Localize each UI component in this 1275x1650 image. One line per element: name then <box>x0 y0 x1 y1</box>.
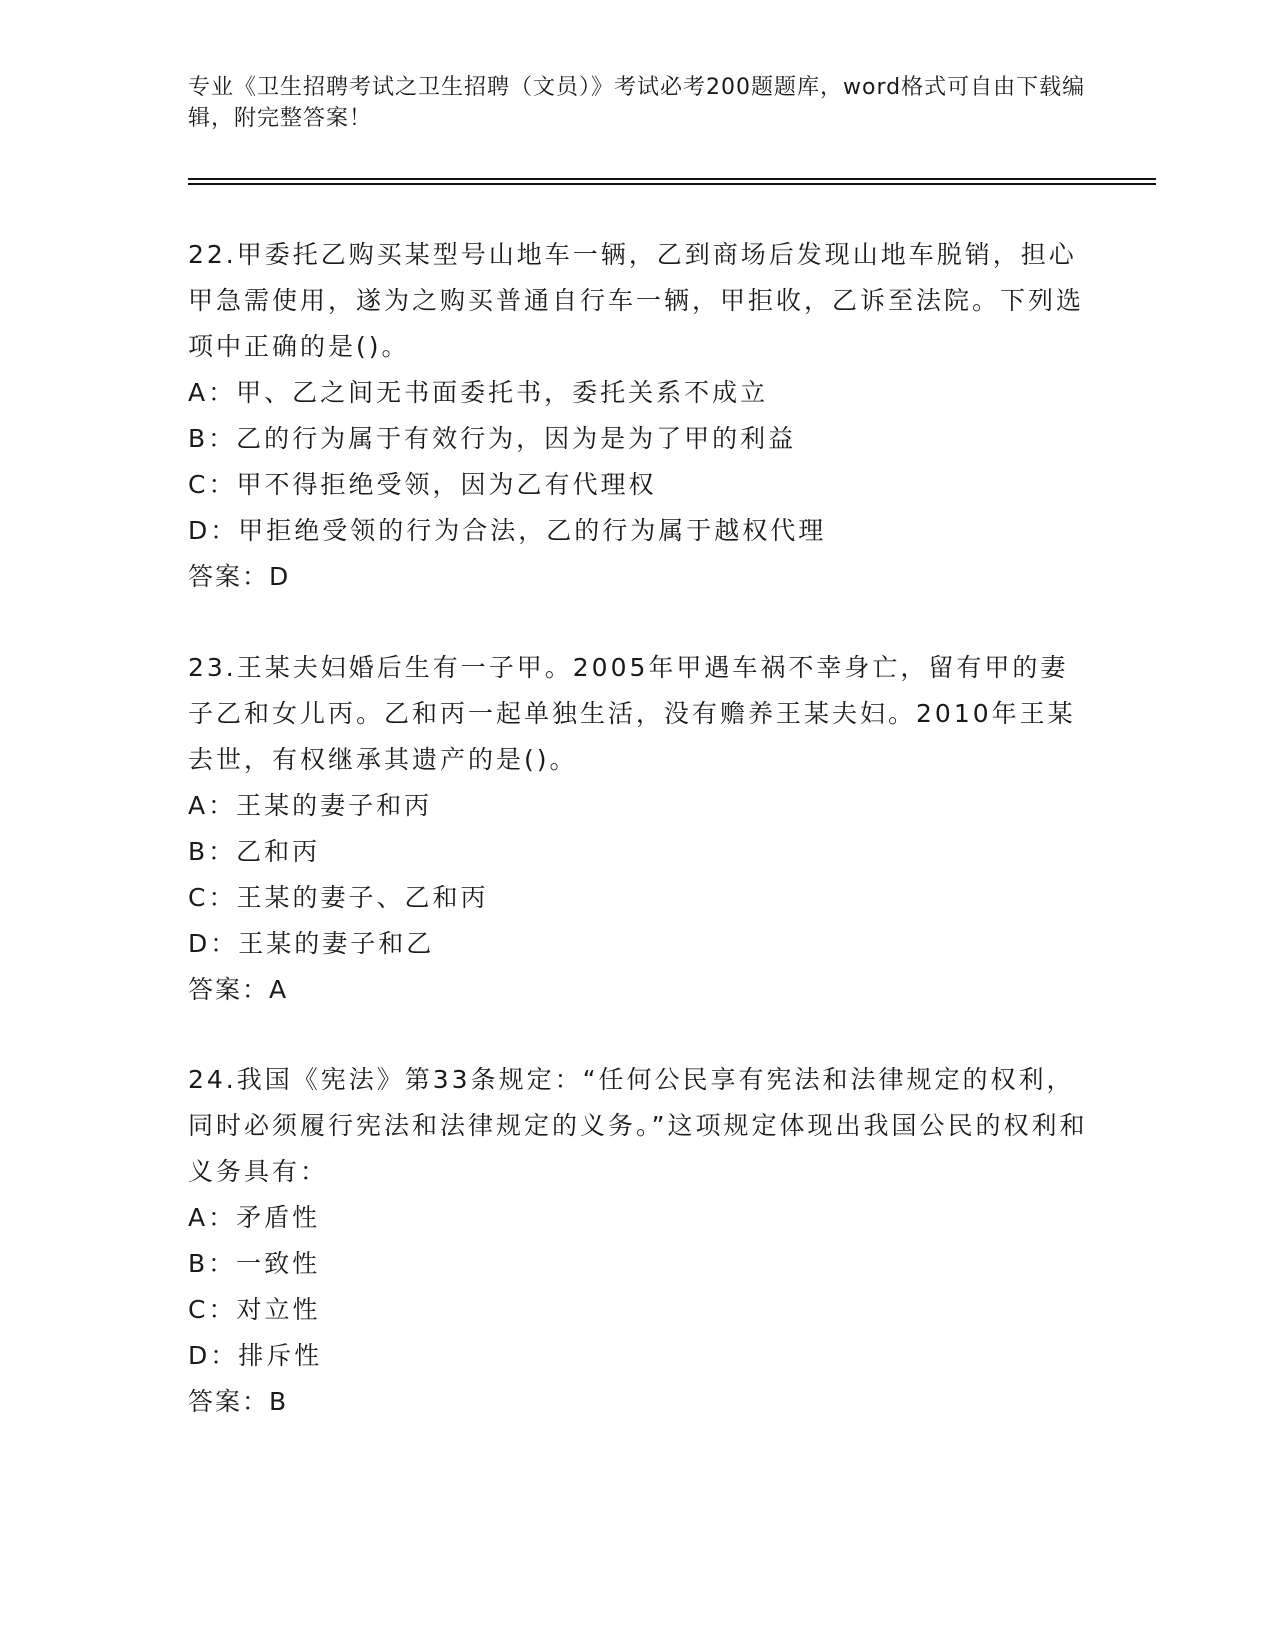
option-a: A：王某的妻子和丙 <box>188 791 433 820</box>
option-a: A：甲、乙之间无书面委托书，委托关系不成立 <box>188 378 769 407</box>
question-23 <box>188 645 1088 1013</box>
option-b: B：乙的行为属于有效行为，因为是为了甲的利益 <box>188 424 797 453</box>
option-d: D：甲拒绝受领的行为合法，乙的行为属于越权代理 <box>188 516 827 545</box>
option-c: C：王某的妻子、乙和丙 <box>188 883 489 912</box>
question-stem: 22.甲委托乙购买某型号山地车一辆，乙到商场后发现山地车脱销，担心甲急需使用，遂为之购买普通自行车一辆，甲拒收，乙诉至法院。下列选项中正确的是()。 <box>188 240 1085 361</box>
option-a: A：矛盾性 <box>188 1203 321 1232</box>
option-b: B：一致性 <box>188 1249 321 1278</box>
answer: 答案：B <box>188 1387 289 1416</box>
option-c: C：对立性 <box>188 1295 321 1324</box>
header-divider-top <box>188 178 1156 180</box>
document-header: 专业《卫生招聘考试之卫生招聘（文员）》考试必考200题题库，word格式可自由下载编辑，附完整答案！ <box>188 75 1086 131</box>
header-divider-bottom <box>188 183 1156 185</box>
answer: 答案：D <box>188 562 291 591</box>
question-stem: 24.我国《宪法》第33条规定：“任何公民享有宪法和法律规定的权利，同时必须履行宪法和法律规定的义务。”这项规定体现出我国公民的权利和义务具有： <box>188 1065 1088 1186</box>
option-d: D：排斥性 <box>188 1341 323 1370</box>
question-22 <box>188 232 1088 600</box>
question-stem: 23.王某夫妇婚后生有一子甲。2005年甲遇车祸不幸身亡，留有甲的妻子乙和女儿丙。乙和丙一起单独生活，没有赡养王某夫妇。2010年王某去世，有权继承其遗产的是()。 <box>188 653 1076 774</box>
question-24 <box>188 1057 1088 1425</box>
option-d: D：王某的妻子和乙 <box>188 929 435 958</box>
option-c: C：甲不得拒绝受领，因为乙有代理权 <box>188 470 657 499</box>
answer: 答案：A <box>188 975 289 1004</box>
option-b: B：乙和丙 <box>188 837 321 866</box>
